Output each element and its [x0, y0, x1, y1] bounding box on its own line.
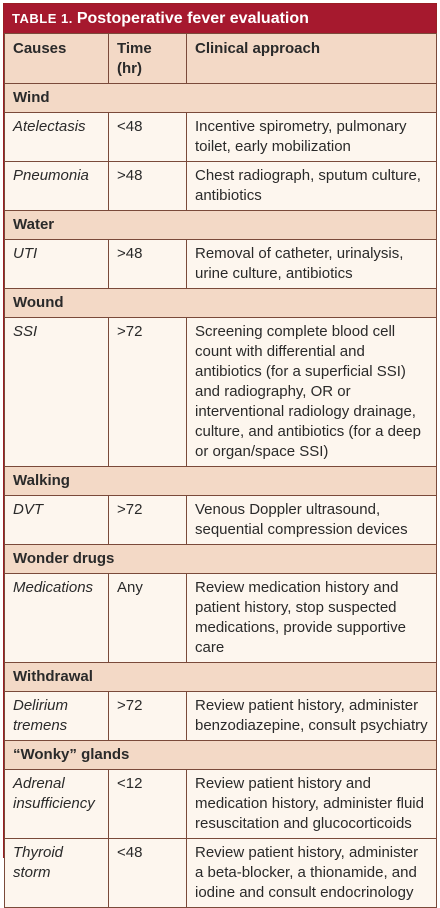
group-row-wonder-drugs	[5, 545, 437, 574]
group-label: Wonder drugs	[5, 545, 437, 574]
group-label: Wound	[5, 289, 437, 318]
group-label: Withdrawal	[5, 663, 437, 692]
table-label: TABLE 1.	[12, 11, 73, 26]
approach-cell: Review patient history, administer benzodiazepine, consult psychiatry	[187, 692, 437, 741]
table-title-bar	[4, 4, 436, 33]
group-label: “Wonky” glands	[5, 741, 437, 770]
table-row	[5, 496, 437, 545]
table-row	[5, 113, 437, 162]
table-title: Postoperative fever evaluation	[76, 9, 309, 27]
approach-cell: Chest radiograph, sputum culture, antibiotics	[187, 162, 437, 211]
time-cell: <12	[109, 770, 187, 839]
header-time: Time (hr)	[109, 34, 187, 84]
cause-cell: Adrenal insufficiency	[5, 770, 109, 839]
table-row	[5, 692, 437, 741]
group-row-walking	[5, 467, 437, 496]
time-cell: >72	[109, 692, 187, 741]
group-label: Water	[5, 211, 437, 240]
cause-cell: UTI	[5, 240, 109, 289]
table-row	[5, 240, 437, 289]
time-cell: Any	[109, 574, 187, 663]
cause-cell: DVT	[5, 496, 109, 545]
time-cell: >72	[109, 318, 187, 467]
table-row	[5, 839, 437, 908]
group-row-wonky-glands	[5, 741, 437, 770]
table-row	[5, 162, 437, 211]
cause-cell: SSI	[5, 318, 109, 467]
cause-cell: Thyroid storm	[5, 839, 109, 908]
approach-cell: Review patient history and medication history, administer fluid resuscitation and glucocorticoids	[187, 770, 437, 839]
header-causes: Causes	[5, 34, 109, 84]
group-row-withdrawal	[5, 663, 437, 692]
approach-cell: Screening complete blood cell count with differential and antibiotics (for a superficial SSI) and radiography, OR or interventional radiology drainage, culture, and antibiotics (for a deep or organ/space SSI)	[187, 318, 437, 467]
cause-cell: Pneumonia	[5, 162, 109, 211]
fever-evaluation-table-card	[3, 3, 437, 901]
group-row-wound	[5, 289, 437, 318]
cause-cell: Delirium tremens	[5, 692, 109, 741]
time-cell: >48	[109, 240, 187, 289]
approach-cell: Venous Doppler ultrasound, sequential compression devices	[187, 496, 437, 545]
group-row-water	[5, 211, 437, 240]
group-label: Wind	[5, 84, 437, 113]
time-cell: >48	[109, 162, 187, 211]
cause-cell: Medications	[5, 574, 109, 663]
header-clinical-approach: Clinical approach	[187, 34, 437, 84]
time-cell: <48	[109, 839, 187, 908]
table-row	[5, 318, 437, 467]
table-row	[5, 574, 437, 663]
group-row-wind	[5, 84, 437, 113]
group-label: Walking	[5, 467, 437, 496]
approach-cell: Review medication history and patient history, stop suspected medications, provide supportive care	[187, 574, 437, 663]
approach-cell: Incentive spirometry, pulmonary toilet, early mobilization	[187, 113, 437, 162]
time-cell: <48	[109, 113, 187, 162]
cause-cell: Atelectasis	[5, 113, 109, 162]
header-row	[5, 34, 437, 84]
time-cell: >72	[109, 496, 187, 545]
fever-evaluation-table	[4, 33, 437, 908]
approach-cell: Review patient history, administer a beta-blocker, a thionamide, and iodine and consult endocrinology	[187, 839, 437, 908]
approach-cell: Removal of catheter, urinalysis, urine culture, antibiotics	[187, 240, 437, 289]
table-row	[5, 770, 437, 839]
